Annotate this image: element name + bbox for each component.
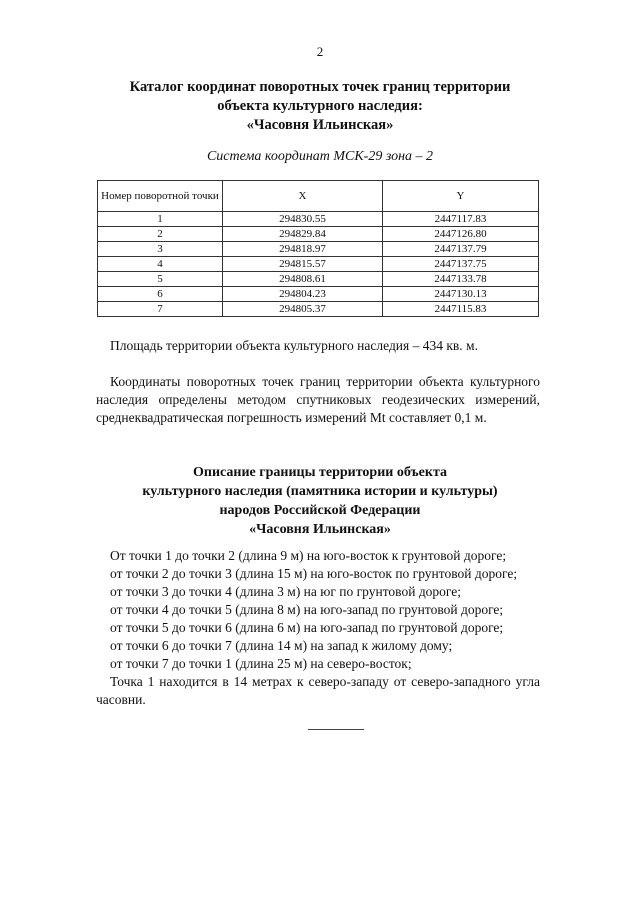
table-row	[98, 227, 539, 242]
boundary-segment-line: от точки 7 до точки 1 (длина 25 м) на северо-восток;	[110, 656, 412, 671]
boundary-segment-line: от точки 3 до точки 4 (длина 3 м) на юг по грунтовой дороге;	[110, 584, 462, 599]
measurement-method-paragraph: Координаты поворотных точек границ территории объекта культурного наследия определены методом спутниковых геодезических измерений, среднеквадратическая погрешность измерений Mt составляет 0,1 м.	[96, 374, 540, 425]
description-title-line: народов Российской Федерации	[219, 503, 421, 518]
column-header-y: Y	[383, 181, 539, 212]
x-coordinate-cell: 294815.57	[223, 257, 383, 272]
column-header-x: X	[223, 181, 383, 212]
table-row	[98, 272, 539, 287]
boundary-segment-line: от точки 4 до точки 5 (длина 8 м) на юго-запад по грунтовой дороге;	[110, 602, 504, 617]
boundary-segment-line: От точки 1 до точки 2 (длина 9 м) на юго-восток к грунтовой дороге;	[110, 548, 507, 563]
description-title-line: культурного наследия (памятника истории и культуры)	[142, 484, 498, 499]
x-coordinate-cell: 294808.61	[223, 272, 383, 287]
table-row	[98, 302, 539, 317]
coordinate-system-caption: Система координат МСК-29 зона – 2	[206, 149, 434, 164]
table-row	[98, 212, 539, 227]
point-number-cell: 6	[98, 287, 223, 302]
end-divider	[308, 729, 364, 730]
boundary-description-title	[0, 463, 640, 539]
description-title-line: Описание границы территории объекта	[192, 465, 447, 480]
boundary-segment-line: от точки 2 до точки 3 (длина 15 м) на юго-восток по грунтовой дороге;	[110, 566, 518, 581]
point-number-cell: 2	[98, 227, 223, 242]
x-coordinate-cell: 294805.37	[223, 302, 383, 317]
table-row	[98, 242, 539, 257]
table-row	[98, 287, 539, 302]
coordinates-table	[97, 180, 539, 317]
area-statement: Площадь территории объекта культурного наследия – 434 кв. м.	[110, 338, 478, 353]
table-header-row	[98, 181, 539, 212]
page-number: 2	[316, 44, 324, 59]
y-coordinate-cell: 2447137.75	[383, 257, 539, 272]
reference-point-paragraph: Точка 1 находится в 14 метрах к северо-западу от северо-западного угла часовни.	[96, 674, 540, 707]
point-number-cell: 4	[98, 257, 223, 272]
table-row	[98, 257, 539, 272]
y-coordinate-cell: 2447115.83	[383, 302, 539, 317]
point-number-cell: 7	[98, 302, 223, 317]
x-coordinate-cell: 294830.55	[223, 212, 383, 227]
x-coordinate-cell: 294829.84	[223, 227, 383, 242]
point-number-cell: 1	[98, 212, 223, 227]
boundary-segment-list	[110, 547, 540, 673]
boundary-segment-line: от точки 5 до точки 6 (длина 6 м) на юго-запад по грунтовой дороге;	[110, 620, 504, 635]
y-coordinate-cell: 2447126.80	[383, 227, 539, 242]
catalog-title	[0, 78, 640, 135]
y-coordinate-cell: 2447130.13	[383, 287, 539, 302]
point-number-cell: 3	[98, 242, 223, 257]
column-header-point-number: Номер поворотной точки	[98, 181, 223, 212]
point-number-cell: 5	[98, 272, 223, 287]
boundary-segment-line: от точки 6 до точки 7 (длина 14 м) на запад к жилому дому;	[110, 638, 453, 653]
x-coordinate-cell: 294804.23	[223, 287, 383, 302]
catalog-title-line: «Часовня Ильинская»	[246, 117, 394, 133]
description-title-line: «Часовня Ильинская»	[249, 522, 391, 537]
y-coordinate-cell: 2447117.83	[383, 212, 539, 227]
x-coordinate-cell: 294818.97	[223, 242, 383, 257]
catalog-title-line: объекта культурного наследия:	[217, 98, 423, 114]
catalog-title-line: Каталог координат поворотных точек границ территории	[129, 79, 511, 95]
y-coordinate-cell: 2447133.78	[383, 272, 539, 287]
y-coordinate-cell: 2447137.79	[383, 242, 539, 257]
